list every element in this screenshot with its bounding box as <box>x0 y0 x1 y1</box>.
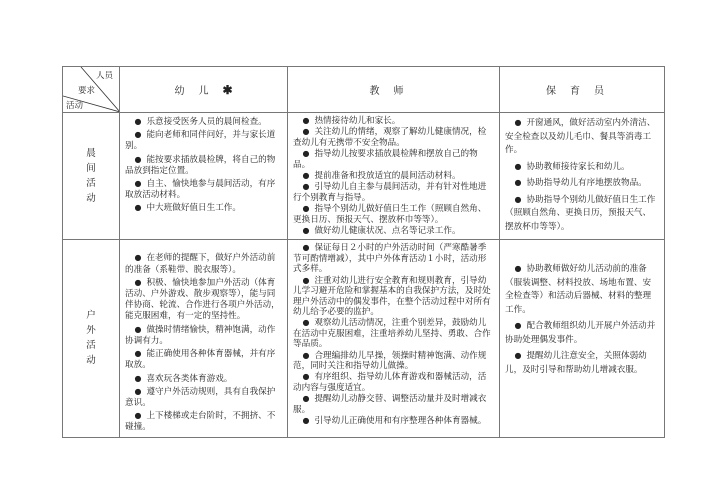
list-item: ● 能正确使用各种体育器械，并有序取放。 <box>125 349 276 371</box>
bullet-icon: ● <box>302 415 310 425</box>
list-item: ● 关注幼儿的情绪，观察了解幼儿健康情况，检查幼儿有无携带不安全物品。 <box>293 127 487 148</box>
bullet-icon: ● <box>514 161 522 171</box>
bullet-icon: ● <box>514 321 522 331</box>
list-item: ● 协助指导幼儿有序地摆放物品。 <box>514 178 647 188</box>
list-item: ● 指导个别幼儿做好值日生工作（照顾自然角、更换日历、预报天气、摆放杯巾等等）。 <box>293 204 487 225</box>
bullet-icon: ● <box>302 243 310 253</box>
list-item: ● 提前准备和投放适宜的晨间活动材料。 <box>302 171 461 182</box>
corner-label-activity: 活动 <box>66 101 84 111</box>
bullet-icon: ● <box>302 127 310 137</box>
list-item: ● 乐意接受医务人员的晨间检查。 <box>134 117 267 127</box>
bullet-icon: ● <box>134 253 142 263</box>
bullet-icon: ● <box>302 350 310 360</box>
list-item: ● 注重对幼儿进行安全教育和规则教育，引导幼儿学习避开危险和掌握基本的自我保护方法，及时处理户外活动中的偶发事件，在整个活动过程中对所有幼儿给予必要的监护。 <box>293 275 491 317</box>
list-item: ● 协助指导个别幼儿做好值日生工作（照顾自然角、更换日历，预报天气、摆放杯巾等等）。 <box>505 194 656 232</box>
bullet-icon: ● <box>134 324 142 334</box>
row-outdoor-activity <box>63 240 665 437</box>
bullet-icon: ● <box>134 154 142 164</box>
list-item: ● 喜欢玩各类体育游戏。 <box>134 373 233 384</box>
bullet-icon: ● <box>302 394 310 404</box>
header-teacher: 教师 <box>288 67 500 113</box>
corner-label-personnel: 人员 <box>96 71 114 81</box>
bullet-icon: ● <box>134 277 142 287</box>
bullet-icon: ● <box>514 194 522 204</box>
bullet-icon: ● <box>302 372 310 382</box>
list-item: ● 观察幼儿活动情况，注重个别差异，鼓励幼儿在活动中克服困难，注重培养幼儿坚持、勇敢、合作等品质。 <box>293 318 491 350</box>
list-item: ● 指导幼儿按要求插放晨检牌和摆放自己的物品。 <box>293 149 478 170</box>
header-row <box>63 67 665 113</box>
bullet-icon: ● <box>302 116 310 125</box>
activity-label-outdoor: 户 外 活 动 <box>63 240 120 437</box>
bullet-icon: ● <box>302 149 310 159</box>
list-item: ● 上下楼梯或走台阶时，不拥挤、不碰撞。 <box>125 411 276 433</box>
header-child: 幼儿✱ <box>120 67 288 113</box>
list-item: ● 自主、愉快地参与晨间活动，有序取放活动材料。 <box>125 179 276 201</box>
list-item: ● 引导幼儿正确使用和有序整理各种体育器械。 <box>302 415 487 426</box>
list-item: ● 开窗通风，做好活动室内外清洁、安全检查以及幼儿毛巾、餐具等消毒工作。 <box>505 118 656 155</box>
bullet-icon: ● <box>302 318 310 328</box>
list-item: ● 热情接待幼儿和家长。 <box>302 116 401 126</box>
list-item: ● 协助教师做好幼儿活动前的准备（服装调整、材料投放、场地布置、安全检查等）和活动后器械、材料的整理工作。 <box>505 264 652 315</box>
row-morning-activity <box>63 113 665 240</box>
list-item: ● 做好幼儿健康状况、点名等记录工作。 <box>302 226 461 237</box>
bullet-icon: ● <box>134 117 142 126</box>
diagonal-corner-cell <box>63 67 120 113</box>
outdoor-child-requirements <box>120 240 288 437</box>
list-item: ● 做操时情绪愉快，精神饱满，动作协调有力。 <box>125 324 276 346</box>
list-item: ● 能按要求插放晨检牌，将自己的物品放到指定位置。 <box>125 154 276 176</box>
bullet-icon: ● <box>134 349 142 359</box>
list-item: ● 引导幼儿自主参与晨间活动，并有针对性地进行个别教育与指导。 <box>293 182 487 203</box>
list-item: ● 配合教师组织幼儿开展户外活动并协助处理偶发事件。 <box>505 321 656 345</box>
list-item: ● 积极、愉快地参加户外活动（体育活动、户外游戏、散步观察等），能与同伴协商、轮流、合作进行各项户外活动，能克服困难，有一定的坚持性。 <box>125 277 280 322</box>
corner-label-requirements: 要求 <box>78 86 96 96</box>
asterisk-icon: ✱ <box>222 83 233 97</box>
list-item: ● 合理编排幼儿早操，领操时精神饱满、动作规范，同时关注和指导幼儿做操。 <box>293 350 487 371</box>
activity-label-morning: 晨 间 活 动 <box>63 113 120 240</box>
list-item: ● 保证每日２小时的户外活动时间（严寒酷暑季节可酌情增减），其中户外体育活动１小时，活动形式多样。 <box>293 243 487 275</box>
bullet-icon: ● <box>134 203 142 213</box>
bullet-icon: ● <box>302 204 310 214</box>
morning-teacher-requirements <box>288 113 500 240</box>
bullet-icon: ● <box>302 226 310 236</box>
list-item: ● 提醒幼儿动静交替、调整活动量并及时增减衣服。 <box>293 394 487 415</box>
bullet-icon: ● <box>514 178 522 187</box>
list-item: ● 在老师的提醒下，做好户外活动前的准备（系鞋带、脱衣服等）。 <box>125 253 276 275</box>
list-item: ● 协助教师接待家长和幼儿。 <box>514 161 630 172</box>
bullet-icon: ● <box>134 411 142 421</box>
bullet-icon: ● <box>302 171 310 181</box>
list-item: ● 提醒幼儿注意安全，关照体弱幼儿，及时引导和帮助幼儿增减衣服。 <box>505 351 647 375</box>
bullet-icon: ● <box>134 130 142 140</box>
bullet-icon: ● <box>514 264 522 274</box>
list-item: ● 有序组织、指导幼儿体育游戏和器械活动，活动内容与强度适宜。 <box>293 372 487 393</box>
bullet-icon: ● <box>134 386 142 396</box>
list-item: ● 能向老师和同伴问好，并与家长道别。 <box>125 130 276 152</box>
bullet-icon: ● <box>514 118 522 127</box>
outdoor-teacher-requirements <box>288 240 500 437</box>
outdoor-caregiver-requirements <box>500 240 665 437</box>
list-item: ● 中大班做好值日生工作。 <box>134 203 241 214</box>
bullet-icon: ● <box>514 351 522 361</box>
header-caregiver: 保育员 <box>500 67 665 113</box>
morning-caregiver-requirements <box>500 113 665 240</box>
list-item: ● 遵守户外活动规则，具有自我保护意识。 <box>125 386 276 408</box>
morning-child-requirements <box>120 113 288 240</box>
bullet-icon: ● <box>302 275 310 285</box>
bullet-icon: ● <box>134 179 142 189</box>
bullet-icon: ● <box>134 373 142 383</box>
bullet-icon: ● <box>302 182 310 192</box>
daily-routine-table <box>62 66 665 438</box>
